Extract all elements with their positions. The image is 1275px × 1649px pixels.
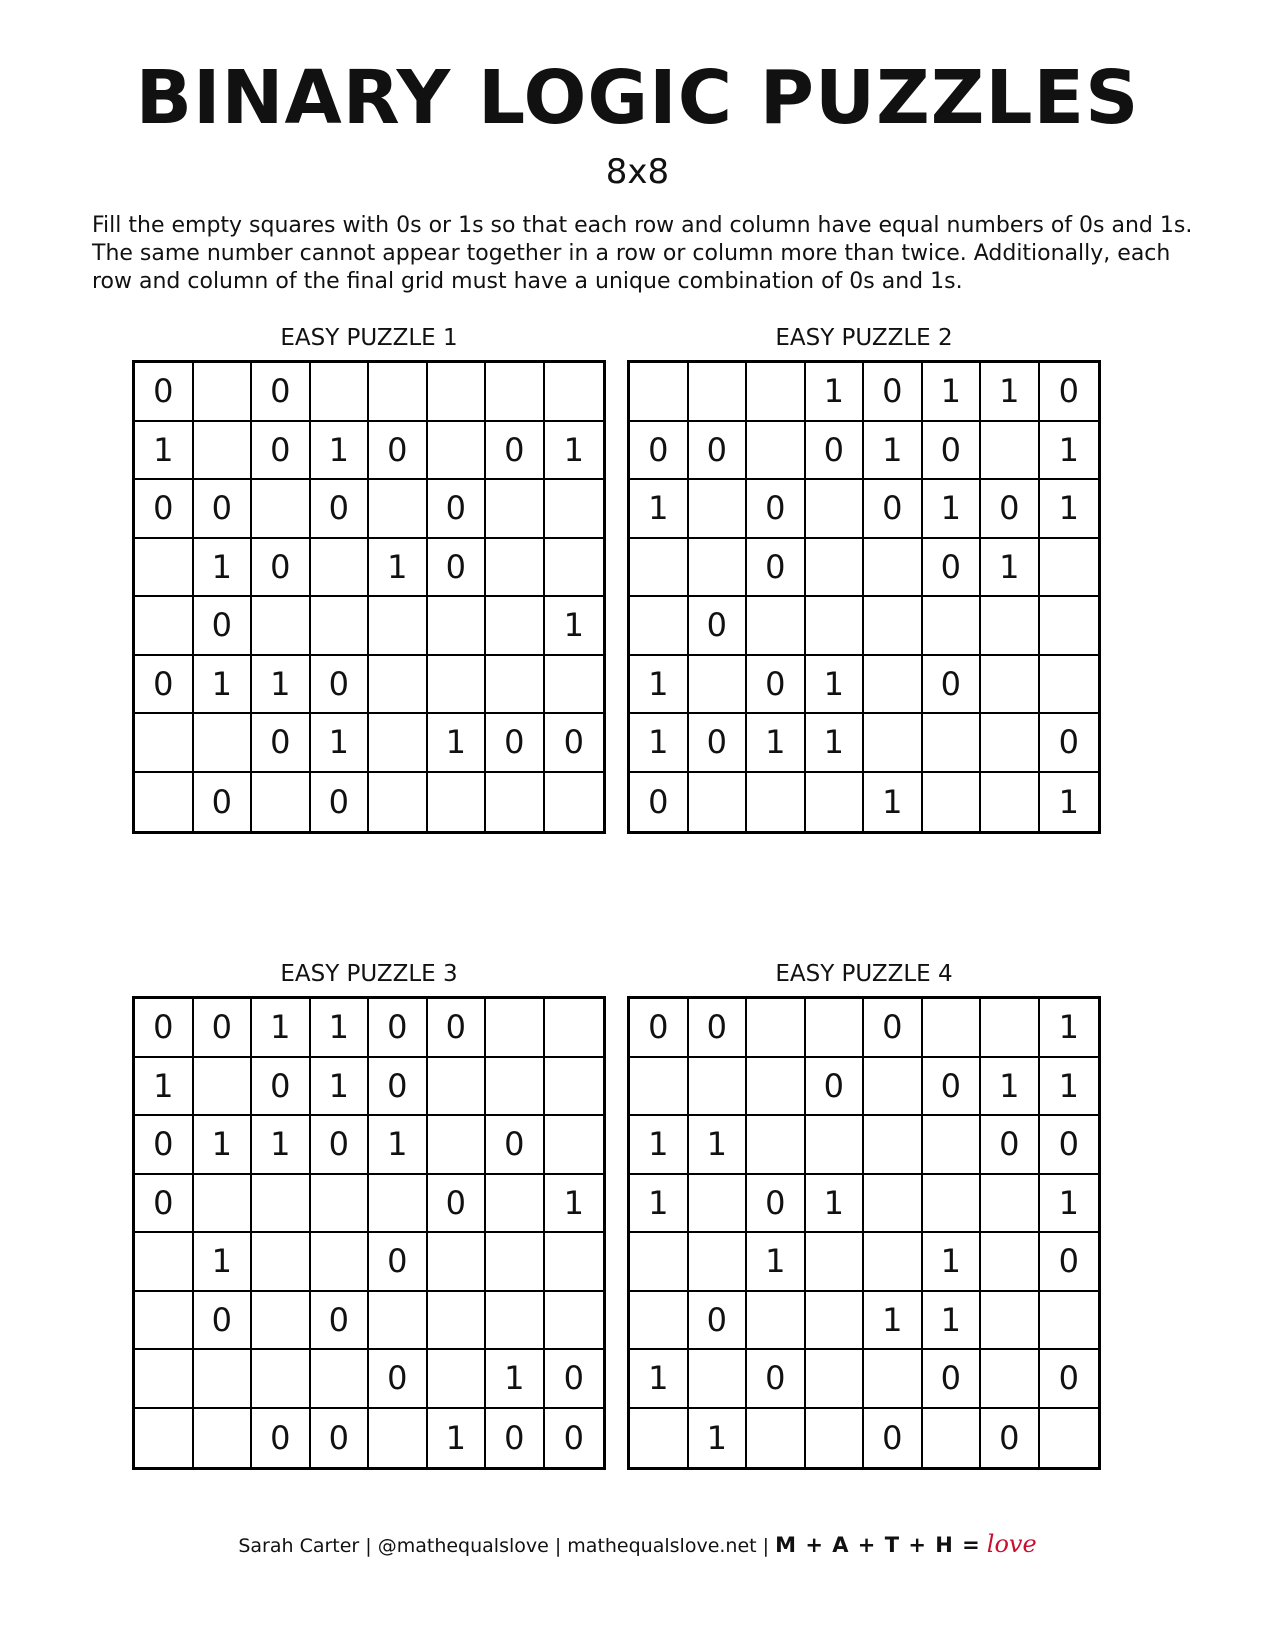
grid-cell[interactable]: 1 — [630, 714, 689, 773]
grid-cell[interactable]: 0 — [135, 1175, 194, 1234]
grid-cell[interactable] — [428, 422, 487, 481]
grid-cell[interactable]: 0 — [369, 422, 428, 481]
grid-cell[interactable] — [689, 1175, 748, 1234]
grid-cell[interactable]: 0 — [806, 422, 865, 481]
grid-cell[interactable] — [428, 1058, 487, 1117]
grid-cell[interactable] — [428, 363, 487, 422]
grid-cell[interactable]: 0 — [864, 1409, 923, 1468]
grid-cell[interactable]: 0 — [135, 999, 194, 1058]
grid-cell[interactable] — [545, 999, 604, 1058]
grid-cell[interactable] — [545, 773, 604, 832]
grid-cell[interactable] — [428, 1292, 487, 1351]
grid-cell[interactable]: 1 — [194, 539, 253, 598]
grid-cell[interactable]: 1 — [252, 656, 311, 715]
grid-cell[interactable]: 0 — [311, 1292, 370, 1351]
grid-cell[interactable] — [806, 1233, 865, 1292]
grid-cell[interactable] — [864, 539, 923, 598]
grid-cell[interactable] — [252, 1233, 311, 1292]
grid-cell[interactable]: 0 — [428, 999, 487, 1058]
grid-cell[interactable]: 0 — [486, 1409, 545, 1468]
grid-cell[interactable] — [806, 1292, 865, 1351]
grid-cell[interactable] — [630, 539, 689, 598]
puzzle-3 — [132, 958, 606, 1470]
grid-cell[interactable]: 0 — [630, 422, 689, 481]
grid-cell[interactable]: 1 — [1040, 480, 1099, 539]
grid-cell[interactable]: 1 — [311, 422, 370, 481]
grid-cell[interactable] — [545, 480, 604, 539]
grid-cell[interactable] — [311, 1233, 370, 1292]
grid-cell[interactable] — [689, 1233, 748, 1292]
grid-cell[interactable] — [252, 773, 311, 832]
grid-cell[interactable]: 0 — [864, 363, 923, 422]
grid-cell[interactable] — [806, 1409, 865, 1468]
grid-cell[interactable] — [1040, 1292, 1099, 1351]
grid-cell[interactable]: 1 — [545, 597, 604, 656]
grid-cell[interactable]: 0 — [689, 597, 748, 656]
grid-cell[interactable] — [806, 1350, 865, 1409]
puzzle-1 — [132, 322, 606, 834]
footer-love-logo: love — [986, 1530, 1037, 1558]
grid-cell[interactable] — [630, 1058, 689, 1117]
grid-cell[interactable]: 1 — [1040, 1175, 1099, 1234]
grid-cell[interactable] — [369, 773, 428, 832]
puzzle-label: EASY PUZZLE 4 — [775, 961, 953, 987]
grid-cell[interactable]: 1 — [1040, 1058, 1099, 1117]
grid-cell[interactable]: 0 — [923, 539, 982, 598]
grid-cell[interactable]: 0 — [923, 1058, 982, 1117]
grid-cell[interactable] — [252, 1292, 311, 1351]
grid-cell[interactable] — [689, 773, 748, 832]
grid-cell[interactable]: 1 — [194, 1233, 253, 1292]
grid-cell[interactable] — [1040, 597, 1099, 656]
grid-cell[interactable]: 0 — [194, 999, 253, 1058]
grid-cell[interactable] — [194, 1409, 253, 1468]
grid-cell[interactable]: 1 — [923, 1233, 982, 1292]
grid-cell[interactable]: 1 — [806, 714, 865, 773]
grid-cell[interactable] — [545, 1058, 604, 1117]
footer-brand: M + A + T + H = — [775, 1533, 981, 1557]
grid-cell[interactable]: 0 — [369, 1058, 428, 1117]
grid-cell[interactable]: 1 — [545, 422, 604, 481]
grid-cell[interactable]: 1 — [630, 480, 689, 539]
grid-cell[interactable]: 0 — [923, 422, 982, 481]
grid-cell[interactable] — [135, 597, 194, 656]
footer-credits: Sarah Carter | @mathequalslove | mathequalslove.net | — [238, 1535, 770, 1557]
grid-cell[interactable] — [369, 363, 428, 422]
grid-cell[interactable] — [135, 1350, 194, 1409]
grid-cell[interactable] — [747, 1292, 806, 1351]
grid-cell[interactable] — [923, 1175, 982, 1234]
grid-cell[interactable]: 1 — [369, 1116, 428, 1175]
grid-cell[interactable] — [747, 363, 806, 422]
grid-cell[interactable] — [135, 539, 194, 598]
grid-cell[interactable]: 1 — [428, 714, 487, 773]
grid-cell[interactable]: 1 — [630, 1175, 689, 1234]
grid-cell[interactable]: 1 — [981, 539, 1040, 598]
grid-cell[interactable]: 0 — [563, 1418, 584, 1457]
grid-cell[interactable]: 0 — [194, 597, 253, 656]
grid-cell[interactable] — [369, 656, 428, 715]
grid-cell[interactable]: 1 — [194, 656, 253, 715]
grid-cell[interactable]: 0 — [311, 1409, 370, 1468]
grid-cell[interactable] — [369, 480, 428, 539]
grid-cell[interactable]: 1 — [252, 999, 311, 1058]
grid-cell[interactable]: 1 — [369, 539, 428, 598]
grid-cell[interactable] — [545, 1116, 604, 1175]
footer — [0, 1530, 1275, 1558]
grid-cell[interactable]: 0 — [923, 1350, 982, 1409]
grid-cell[interactable]: 1 — [864, 1292, 923, 1351]
grid-cell[interactable]: 0 — [864, 999, 923, 1058]
grid-cell[interactable]: 0 — [252, 1058, 311, 1117]
grid-cell[interactable] — [806, 999, 865, 1058]
grid-cell[interactable]: 0 — [194, 1292, 253, 1351]
grid-cell[interactable]: 0 — [252, 1409, 311, 1468]
grid-cell[interactable]: 0 — [486, 714, 545, 773]
grid-cell[interactable] — [194, 1058, 253, 1117]
grid-cell[interactable]: 0 — [252, 422, 311, 481]
grid-cell[interactable]: 1 — [689, 1409, 748, 1468]
grid-cell[interactable] — [630, 363, 689, 422]
grid-cell[interactable] — [630, 1233, 689, 1292]
grid-cell[interactable]: 0 — [545, 714, 604, 773]
page-title: BINARY LOGIC PUZZLES — [135, 55, 1140, 141]
grid-cell[interactable] — [369, 597, 428, 656]
grid-cell[interactable] — [311, 363, 370, 422]
grid-cell[interactable]: 1 — [806, 656, 865, 715]
grid-cell[interactable]: 0 — [747, 480, 806, 539]
grid-cell[interactable]: 1 — [630, 656, 689, 715]
grid-cell[interactable] — [194, 422, 253, 481]
grid-cell[interactable]: 1 — [311, 714, 370, 773]
grid-cell[interactable] — [369, 1409, 428, 1468]
grid-cell[interactable]: 1 — [630, 1116, 689, 1175]
grid-cell[interactable] — [428, 773, 487, 832]
grid-cell[interactable] — [486, 773, 545, 832]
grid-cell[interactable] — [923, 1409, 982, 1468]
grid-cell[interactable] — [369, 1292, 428, 1351]
grid-cell[interactable]: 0 — [545, 1350, 604, 1409]
grid-cell[interactable] — [689, 656, 748, 715]
grid-cell[interactable]: 0 — [923, 656, 982, 715]
grid-cell[interactable]: 1 — [630, 1350, 689, 1409]
grid-cell[interactable] — [252, 1350, 311, 1409]
grid-cell[interactable] — [486, 1233, 545, 1292]
grid-cell[interactable] — [428, 1116, 487, 1175]
grid-cell[interactable]: 0 — [981, 1116, 1040, 1175]
grid-cell[interactable] — [252, 597, 311, 656]
grid-cell[interactable] — [369, 1175, 428, 1234]
grid-cell[interactable] — [486, 480, 545, 539]
puzzle-2 — [627, 322, 1101, 834]
grid-cell[interactable]: 0 — [630, 999, 689, 1058]
grid-cell[interactable]: 0 — [1040, 1350, 1099, 1409]
grid-cell[interactable] — [252, 480, 311, 539]
grid-cell[interactable]: 0 — [135, 656, 194, 715]
grid-cell[interactable] — [135, 773, 194, 832]
grid-cell[interactable]: 0 — [981, 1409, 1040, 1468]
grid-cell[interactable]: 0 — [747, 656, 806, 715]
grid-cell[interactable] — [923, 773, 982, 832]
grid-cell[interactable] — [923, 999, 982, 1058]
grid-cell[interactable] — [747, 999, 806, 1058]
grid-cell[interactable] — [689, 1350, 748, 1409]
grid-cell[interactable] — [630, 597, 689, 656]
grid-cell[interactable] — [806, 597, 865, 656]
grid-cell[interactable] — [747, 1116, 806, 1175]
grid-cell[interactable]: 1 — [923, 480, 982, 539]
grid-cell[interactable]: 0 — [689, 422, 748, 481]
grid-cell[interactable] — [311, 1175, 370, 1234]
grid-cell[interactable]: 0 — [252, 363, 311, 422]
grid-cell[interactable]: 1 — [252, 1116, 311, 1175]
grid-cell[interactable]: 1 — [923, 363, 982, 422]
grid-cell[interactable]: 0 — [428, 539, 487, 598]
puzzle-4 — [627, 958, 1101, 1470]
grid-cell[interactable] — [747, 773, 806, 832]
grid-cell[interactable]: 0 — [689, 999, 748, 1058]
grid-cell[interactable] — [689, 1058, 748, 1117]
grid-cell[interactable] — [981, 422, 1040, 481]
grid-cell[interactable] — [545, 1233, 604, 1292]
grid-cell[interactable]: 0 — [135, 480, 194, 539]
grid-cell[interactable] — [981, 656, 1040, 715]
grid-cell[interactable] — [311, 1350, 370, 1409]
grid-cell[interactable]: 0 — [747, 539, 806, 598]
grid-cell[interactable] — [864, 1116, 923, 1175]
grid-cell[interactable]: 0 — [252, 714, 311, 773]
grid-cell[interactable] — [981, 1233, 1040, 1292]
grid-cell[interactable]: 0 — [689, 714, 748, 773]
grid-cell[interactable] — [486, 539, 545, 598]
grid-cell[interactable] — [630, 1409, 689, 1468]
grid-cell[interactable] — [689, 480, 748, 539]
grid-cell[interactable] — [747, 1409, 806, 1468]
grid-cell[interactable] — [194, 363, 253, 422]
grid-cell[interactable]: 0 — [194, 480, 253, 539]
grid-cell[interactable]: 1 — [923, 1292, 982, 1351]
grid-cell[interactable]: 0 — [311, 1116, 370, 1175]
grid-cell[interactable]: 1 — [806, 1175, 865, 1234]
grid-cell[interactable] — [135, 1292, 194, 1351]
grid-cell[interactable] — [923, 1116, 982, 1175]
grid-cell[interactable] — [194, 714, 253, 773]
grid-cell[interactable] — [194, 1350, 253, 1409]
grid-cell[interactable] — [545, 539, 604, 598]
puzzle-grid — [132, 996, 606, 1470]
grid-cell[interactable] — [806, 480, 865, 539]
grid-cell[interactable] — [545, 656, 604, 715]
grid-cell[interactable] — [428, 597, 487, 656]
grid-cell[interactable]: 0 — [747, 1175, 806, 1234]
grid-cell[interactable] — [747, 422, 806, 481]
grid-cell[interactable] — [981, 714, 1040, 773]
grid-cell[interactable]: 0 — [311, 656, 370, 715]
grid-cell[interactable] — [689, 539, 748, 598]
grid-cell[interactable]: 0 — [486, 422, 545, 481]
grid-cell[interactable]: 0 — [486, 1116, 545, 1175]
grid-cell[interactable]: 0 — [747, 1350, 806, 1409]
grid-cell[interactable]: 1 — [747, 1233, 806, 1292]
grid-cell[interactable] — [486, 1058, 545, 1117]
grid-cell[interactable] — [1040, 539, 1099, 598]
grid-cell[interactable] — [981, 1350, 1040, 1409]
grid-cell[interactable]: 1 — [486, 1350, 545, 1409]
grid-cell[interactable]: 0 — [252, 539, 311, 598]
grid-cell[interactable] — [806, 1116, 865, 1175]
instructions-text: Fill the empty squares with 0s or 1s so that each row and column have equal numbers of 0s and 1s. The same number cannot appear together in a row or column more than twice. Additionally, each row and column of the final grid must have a unique combination of 0s and 1s. — [92, 213, 1193, 294]
grid-cell[interactable]: 0 — [428, 1175, 487, 1234]
grid-cell[interactable] — [194, 1175, 253, 1234]
grid-cell[interactable]: 0 — [428, 480, 487, 539]
grid-cell[interactable] — [981, 999, 1040, 1058]
grid-cell[interactable] — [923, 714, 982, 773]
grid-cell[interactable] — [486, 363, 545, 422]
grid-cell[interactable]: 1 — [981, 363, 1040, 422]
grid-cell[interactable]: 0 — [864, 480, 923, 539]
grid-cell[interactable] — [369, 714, 428, 773]
grid-cell[interactable] — [1040, 1409, 1099, 1468]
grid-cell[interactable]: 1 — [311, 999, 370, 1058]
grid-cell[interactable] — [486, 999, 545, 1058]
puzzle-grid — [627, 996, 1101, 1470]
grid-cell[interactable]: 0 — [194, 773, 253, 832]
grid-cell[interactable]: 1 — [806, 363, 865, 422]
grid-cell[interactable]: 0 — [135, 1116, 194, 1175]
grid-cell[interactable] — [252, 1175, 311, 1234]
grid-cell[interactable] — [864, 597, 923, 656]
grid-cell[interactable]: 0 — [981, 480, 1040, 539]
grid-cell[interactable]: 1 — [545, 1175, 604, 1234]
grid-cell[interactable]: 0 — [1040, 363, 1099, 422]
grid-cell[interactable]: 1 — [1040, 999, 1099, 1058]
grid-cell[interactable]: 0 — [369, 1350, 428, 1409]
grid-cell[interactable]: 0 — [369, 999, 428, 1058]
grid-cell[interactable] — [135, 1409, 194, 1468]
grid-cell[interactable]: 1 — [1040, 422, 1099, 481]
puzzle-label: EASY PUZZLE 2 — [775, 325, 953, 351]
grid-cell[interactable] — [981, 597, 1040, 656]
grid-cell[interactable]: 0 — [1040, 1116, 1099, 1175]
grid-cell[interactable] — [864, 1350, 923, 1409]
grid-cell[interactable]: 1 — [981, 1058, 1040, 1117]
grid-cell[interactable] — [428, 656, 487, 715]
grid-cell[interactable]: 0 — [1040, 1233, 1099, 1292]
grid-cell[interactable]: 1 — [194, 1116, 253, 1175]
puzzle-grid — [132, 360, 606, 834]
grid-cell[interactable]: 0 — [806, 1058, 865, 1117]
grid-cell[interactable] — [545, 1292, 604, 1351]
grid-cell[interactable] — [864, 1058, 923, 1117]
grid-cell[interactable]: 1 — [135, 422, 194, 481]
grid-cell[interactable]: 1 — [864, 773, 923, 832]
grid-cell[interactable] — [311, 539, 370, 598]
grid-cell[interactable] — [747, 597, 806, 656]
grid-cell[interactable] — [486, 597, 545, 656]
grid-cell[interactable] — [923, 597, 982, 656]
grid-cell[interactable] — [545, 363, 604, 422]
grid-cell[interactable] — [981, 1175, 1040, 1234]
grid-cell[interactable] — [135, 714, 194, 773]
grid-cell[interactable]: 1 — [135, 1058, 194, 1117]
grid-cell[interactable] — [486, 1175, 545, 1234]
grid-cell[interactable]: 0 — [630, 773, 689, 832]
grid-cell[interactable]: 1 — [864, 422, 923, 481]
grid-cell[interactable] — [311, 597, 370, 656]
grid-cell[interactable]: 1 — [689, 1116, 748, 1175]
grid-cell[interactable] — [428, 1233, 487, 1292]
grid-cell[interactable] — [747, 1058, 806, 1117]
grid-cell[interactable] — [486, 656, 545, 715]
grid-cell[interactable]: 1 — [747, 714, 806, 773]
grid-cell[interactable]: 0 — [369, 1233, 428, 1292]
grid-cell[interactable] — [806, 773, 865, 832]
grid-cell[interactable] — [981, 1292, 1040, 1351]
puzzle-label: EASY PUZZLE 1 — [280, 325, 458, 351]
grid-cell[interactable] — [428, 1350, 487, 1409]
grid-cell[interactable]: 1 — [311, 1058, 370, 1117]
grid-cell[interactable] — [486, 1292, 545, 1351]
grid-cell[interactable] — [630, 1292, 689, 1351]
grid-cell[interactable] — [864, 1175, 923, 1234]
grid-cell[interactable]: 1 — [1058, 782, 1079, 821]
grid-cell[interactable] — [135, 1233, 194, 1292]
grid-cell[interactable] — [689, 363, 748, 422]
grid-cell[interactable]: 1 — [428, 1409, 487, 1468]
grid-cell[interactable] — [864, 1233, 923, 1292]
grid-cell[interactable] — [864, 714, 923, 773]
grid-cell[interactable]: 0 — [311, 773, 370, 832]
grid-cell[interactable] — [806, 539, 865, 598]
grid-cell[interactable]: 0 — [135, 363, 194, 422]
grid-cell[interactable]: 0 — [689, 1292, 748, 1351]
grid-cell[interactable] — [864, 656, 923, 715]
grid-cell[interactable] — [981, 773, 1040, 832]
grid-size-subtitle: 8x8 — [605, 152, 670, 192]
grid-cell[interactable]: 0 — [311, 480, 370, 539]
puzzle-grid — [627, 360, 1101, 834]
grid-cell[interactable]: 0 — [1040, 714, 1099, 773]
grid-cell[interactable] — [1040, 656, 1099, 715]
puzzle-label: EASY PUZZLE 3 — [280, 961, 458, 987]
